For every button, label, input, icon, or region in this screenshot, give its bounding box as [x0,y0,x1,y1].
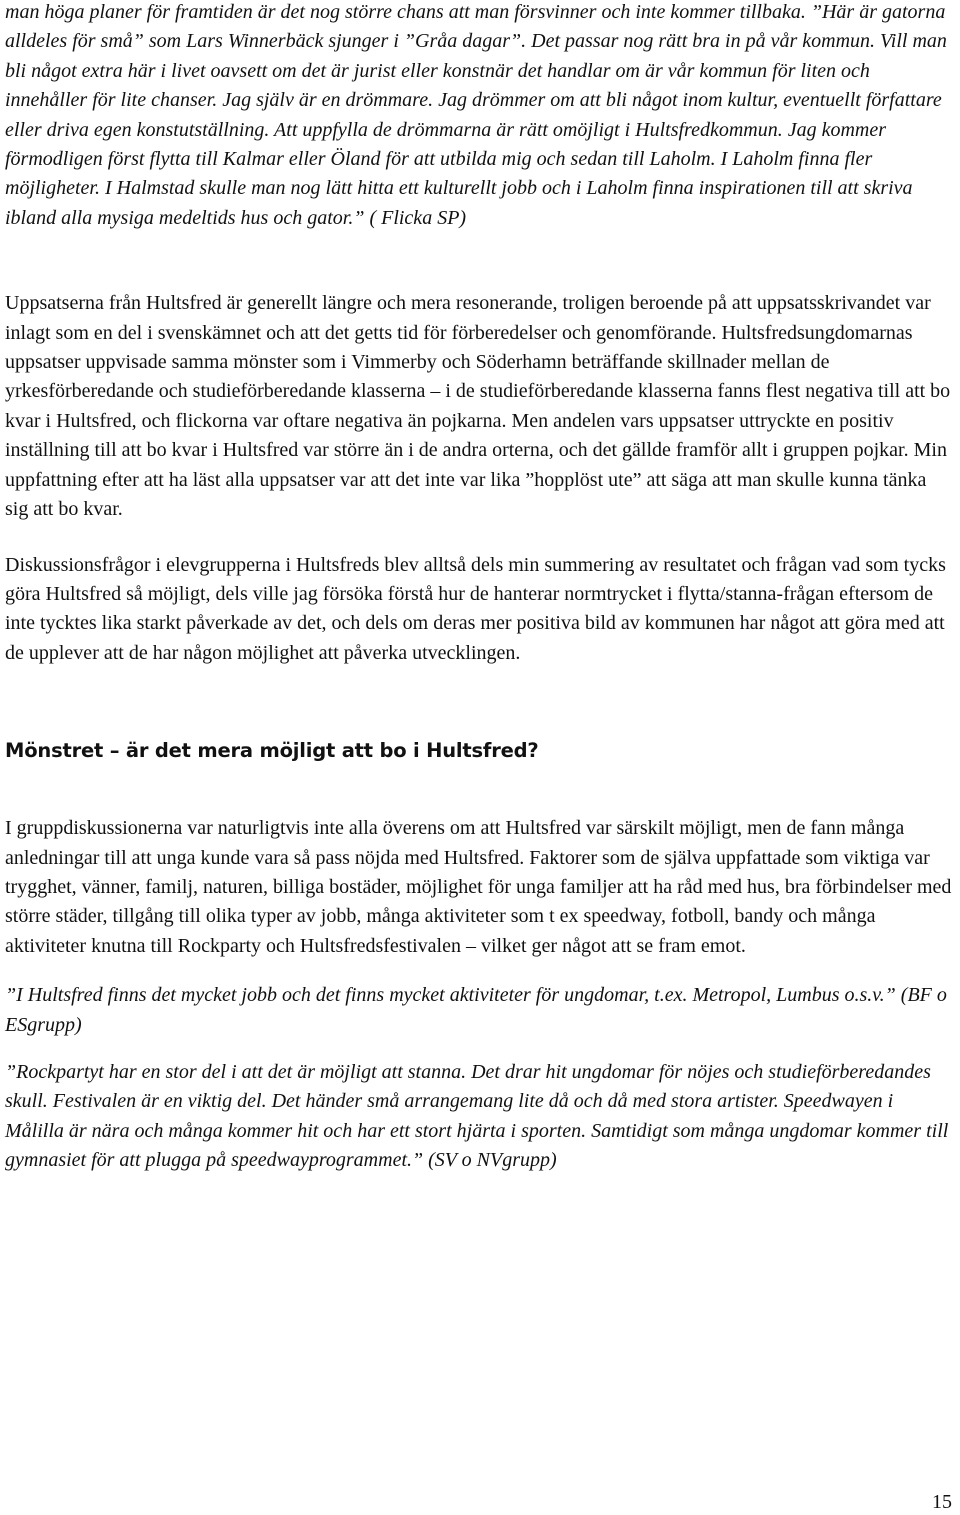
document-page [5,0,953,1176]
section-heading: Mönstret – är det mera möjligt att bo i Hultsfred? [5,739,539,763]
page-number: 15 [932,1491,952,1513]
body-paragraph: Diskussionsfrågor i elevgrupperna i Hultsfreds blev alltså dels min summering av resultatet och frågan vad som tycks göra Hultsfred så möjligt, dels ville jag försöka förstå hur de hanterar normtrycket i flytta/stanna-frågan eftersom de inte tycktes lika starkt påverkade av det, och dels om deras mer positiva bild av kommunen har något att göra med att de upplever att de har någon möjlighet att påverka utvecklingen. [5,553,946,664]
quote-block: man höga planer för framtiden är det nog större chans att man försvinner och inte kommer tillbaka. ”Här är gatorna alldeles för små” som Lars Winnerbäck sjunger i ”Gråa dagar”. Det passar nog rätt bra in på vår kommun. Vill man bli något extra här i livet oavsett om det är jurist eller konstnär det handlar om är vår kommun för liten och innehåller för lite chanser. Jag själv är en drömmare. Jag drömmer om att bli något inom kultur, eventuellt författare eller driva egen konstutställning. Att uppfylla de drömmarna är rätt omöjligt i Hultsfredkommun. Jag kommer förmodligen först flytta till Kalmar eller Öland för att utbilda mig och sedan till Laholm. I Laholm finna fler möjligheter. I Halmstad skulle man nog lätt hitta ett kulturellt jobb och i Laholm finna inspirationen till att skriva ibland alla mysiga medeltids hus och gator.” ( Flicka SP) [5,1,947,229]
body-paragraph: Uppsatserna från Hultsfred är generellt längre och mera resonerande, troligen beroende på att uppsatsskrivandet var inlagt som en del i svenskämnet och att det getts tid för förberedelser och genomförande. Hultsfredsungdomarnas uppsatser uppvisade samma mönster som i Vimmerby och Söderhamn beträffande skillnader mellan de yrkesförberedande och studieförberedande klasserna – i de studieförberedande klasserna fanns flest negativa till att bo kvar i Hultsfred, och flickorna var oftare negativa än pojkarna. Men andelen vars uppsatser uttryckte en positiv inställning till att bo kvar i Hultsfred var större än i de andra orterna, och det gällde framför allt i gruppen pojkar. Min uppfattning efter att ha läst alla uppsatser var att det inte var lika ”hopplöst ute” att säga att man skulle kunna tänka sig att bo kvar. [5,292,951,521]
quote-block: ”I Hultsfred finns det mycket jobb och det finns mycket aktiviteter för ungdomar, t.ex. Metropol, Lumbus o.s.v.” (BF o ESgrupp) [5,984,947,1036]
body-paragraph: I gruppdiskussionerna var naturligtvis inte alla överens om att Hultsfred var särskilt möjligt, men de fann många anledningar till att unga kunde vara så pass nöjda med Hultsfred. Faktorer som de själva uppfattade som viktiga var trygghet, vänner, familj, naturen, billiga bostäder, möjlighet för unga familjer att ha råd med hus, bra förbindelser med större städer, tillgång till olika typer av jobb, många aktiviteter som t ex speedway, fotboll, bandy och många aktiviteter knutna till Rockparty och Hultsfredsfestivalen – vilket ger något att se fram emot. [5,817,952,957]
quote-block: ”Rockpartyt har en stor del i att det är möjligt att stanna. Det drar hit ungdomar för nöjes och studieförberedandes skull. Festivalen är en viktig del. Det händer små arrangemang lite då och då med stora artister. Speedwayen i Målilla är nära och många kommer hit och har ett stort hjärta i sporten. Samtidigt som många ungdomar kommer till gymnasiet för att plugga på speedwayprogrammet.” (SV o NVgrupp) [5,1060,949,1172]
